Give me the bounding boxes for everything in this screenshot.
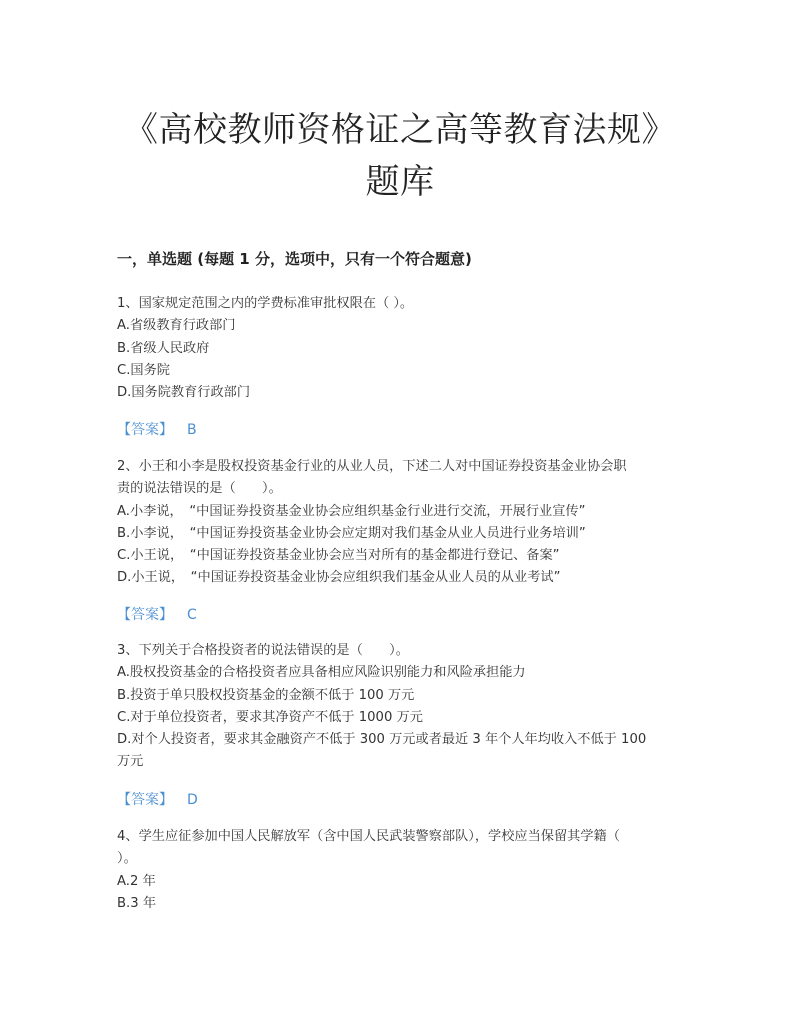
- option-a: A.小李说， “中国证券投资基金业协会应组织基金行业进行交流，开展行业宣传”: [117, 503, 586, 519]
- option-b: B.3 年: [117, 895, 157, 911]
- option-b: B.小李说， “中国证券投资基金业协会应定期对我们基金从业人员进行业务培训”: [117, 525, 586, 541]
- answer-line-2: [117, 605, 197, 625]
- answer-value: C: [187, 607, 197, 623]
- option-a: A.省级教育行政部门: [117, 318, 236, 334]
- question-stem: 3、下列关于合格投资者的说法错误的是（ ）。: [117, 643, 409, 658]
- answer-line-3: [117, 790, 198, 810]
- question-4: [117, 826, 687, 915]
- question-stem: 1、国家规定范围之内的学费标准审批权限在（ ）。: [117, 296, 414, 311]
- option-d: D.对个人投资者，要求其金融资产不低于 300 万元或者最近 3 年个人年均收入不低于 100: [117, 732, 647, 748]
- option-c: C.国务院: [117, 362, 170, 378]
- answer-value: B: [187, 422, 197, 438]
- option-c: C.小王说， “中国证券投资基金业协会应当对所有的基金都进行登记、备案”: [117, 548, 560, 564]
- question-stem-cont: ）。: [117, 851, 137, 867]
- option-b: B.省级人民政府: [117, 340, 210, 356]
- question-stem: 2、小王和小李是股权投资基金行业的从业人员，下述二人对中国证券投资基金业协会职: [117, 459, 627, 474]
- option-a: A.股权投资基金的合格投资者应具备相应风险识别能力和风险承担能力: [117, 665, 526, 681]
- option-a: A.2 年: [117, 873, 156, 889]
- option-d-cont: 万元: [117, 754, 144, 770]
- option-d: D.国务院教育行政部门: [117, 385, 251, 401]
- answer-label: 【答案】: [117, 422, 173, 438]
- question-stem-cont: 责的说法错误的是（ ）。: [117, 481, 282, 497]
- answer-label: 【答案】: [117, 607, 173, 623]
- document-title: 《高校教师资格证之高等教育法规》: [124, 110, 676, 150]
- section-heading: 一，单选题 (每题 1 分，选项中，只有一个符合题意): [117, 250, 472, 268]
- question-1: [117, 293, 687, 404]
- answer-value: D: [187, 792, 198, 808]
- option-c: C.对于单位投资者，要求其净资产不低于 1000 万元: [117, 709, 423, 725]
- answer-line-1: [117, 420, 197, 440]
- document-title-line2: 题库: [365, 162, 435, 202]
- question-3: [117, 640, 687, 774]
- option-b: B.投资于单只股权投资基金的金额不低于 100 万元: [117, 687, 415, 703]
- question-stem: 4、学生应征参加中国人民解放军（含中国人民武装警察部队），学校应当保留其学籍（: [117, 829, 620, 844]
- answer-label: 【答案】: [117, 792, 173, 808]
- question-2: [117, 456, 687, 590]
- option-d: D.小王说， “中国证券投资基金业协会应组织我们基金从业人员的从业考试”: [117, 570, 561, 586]
